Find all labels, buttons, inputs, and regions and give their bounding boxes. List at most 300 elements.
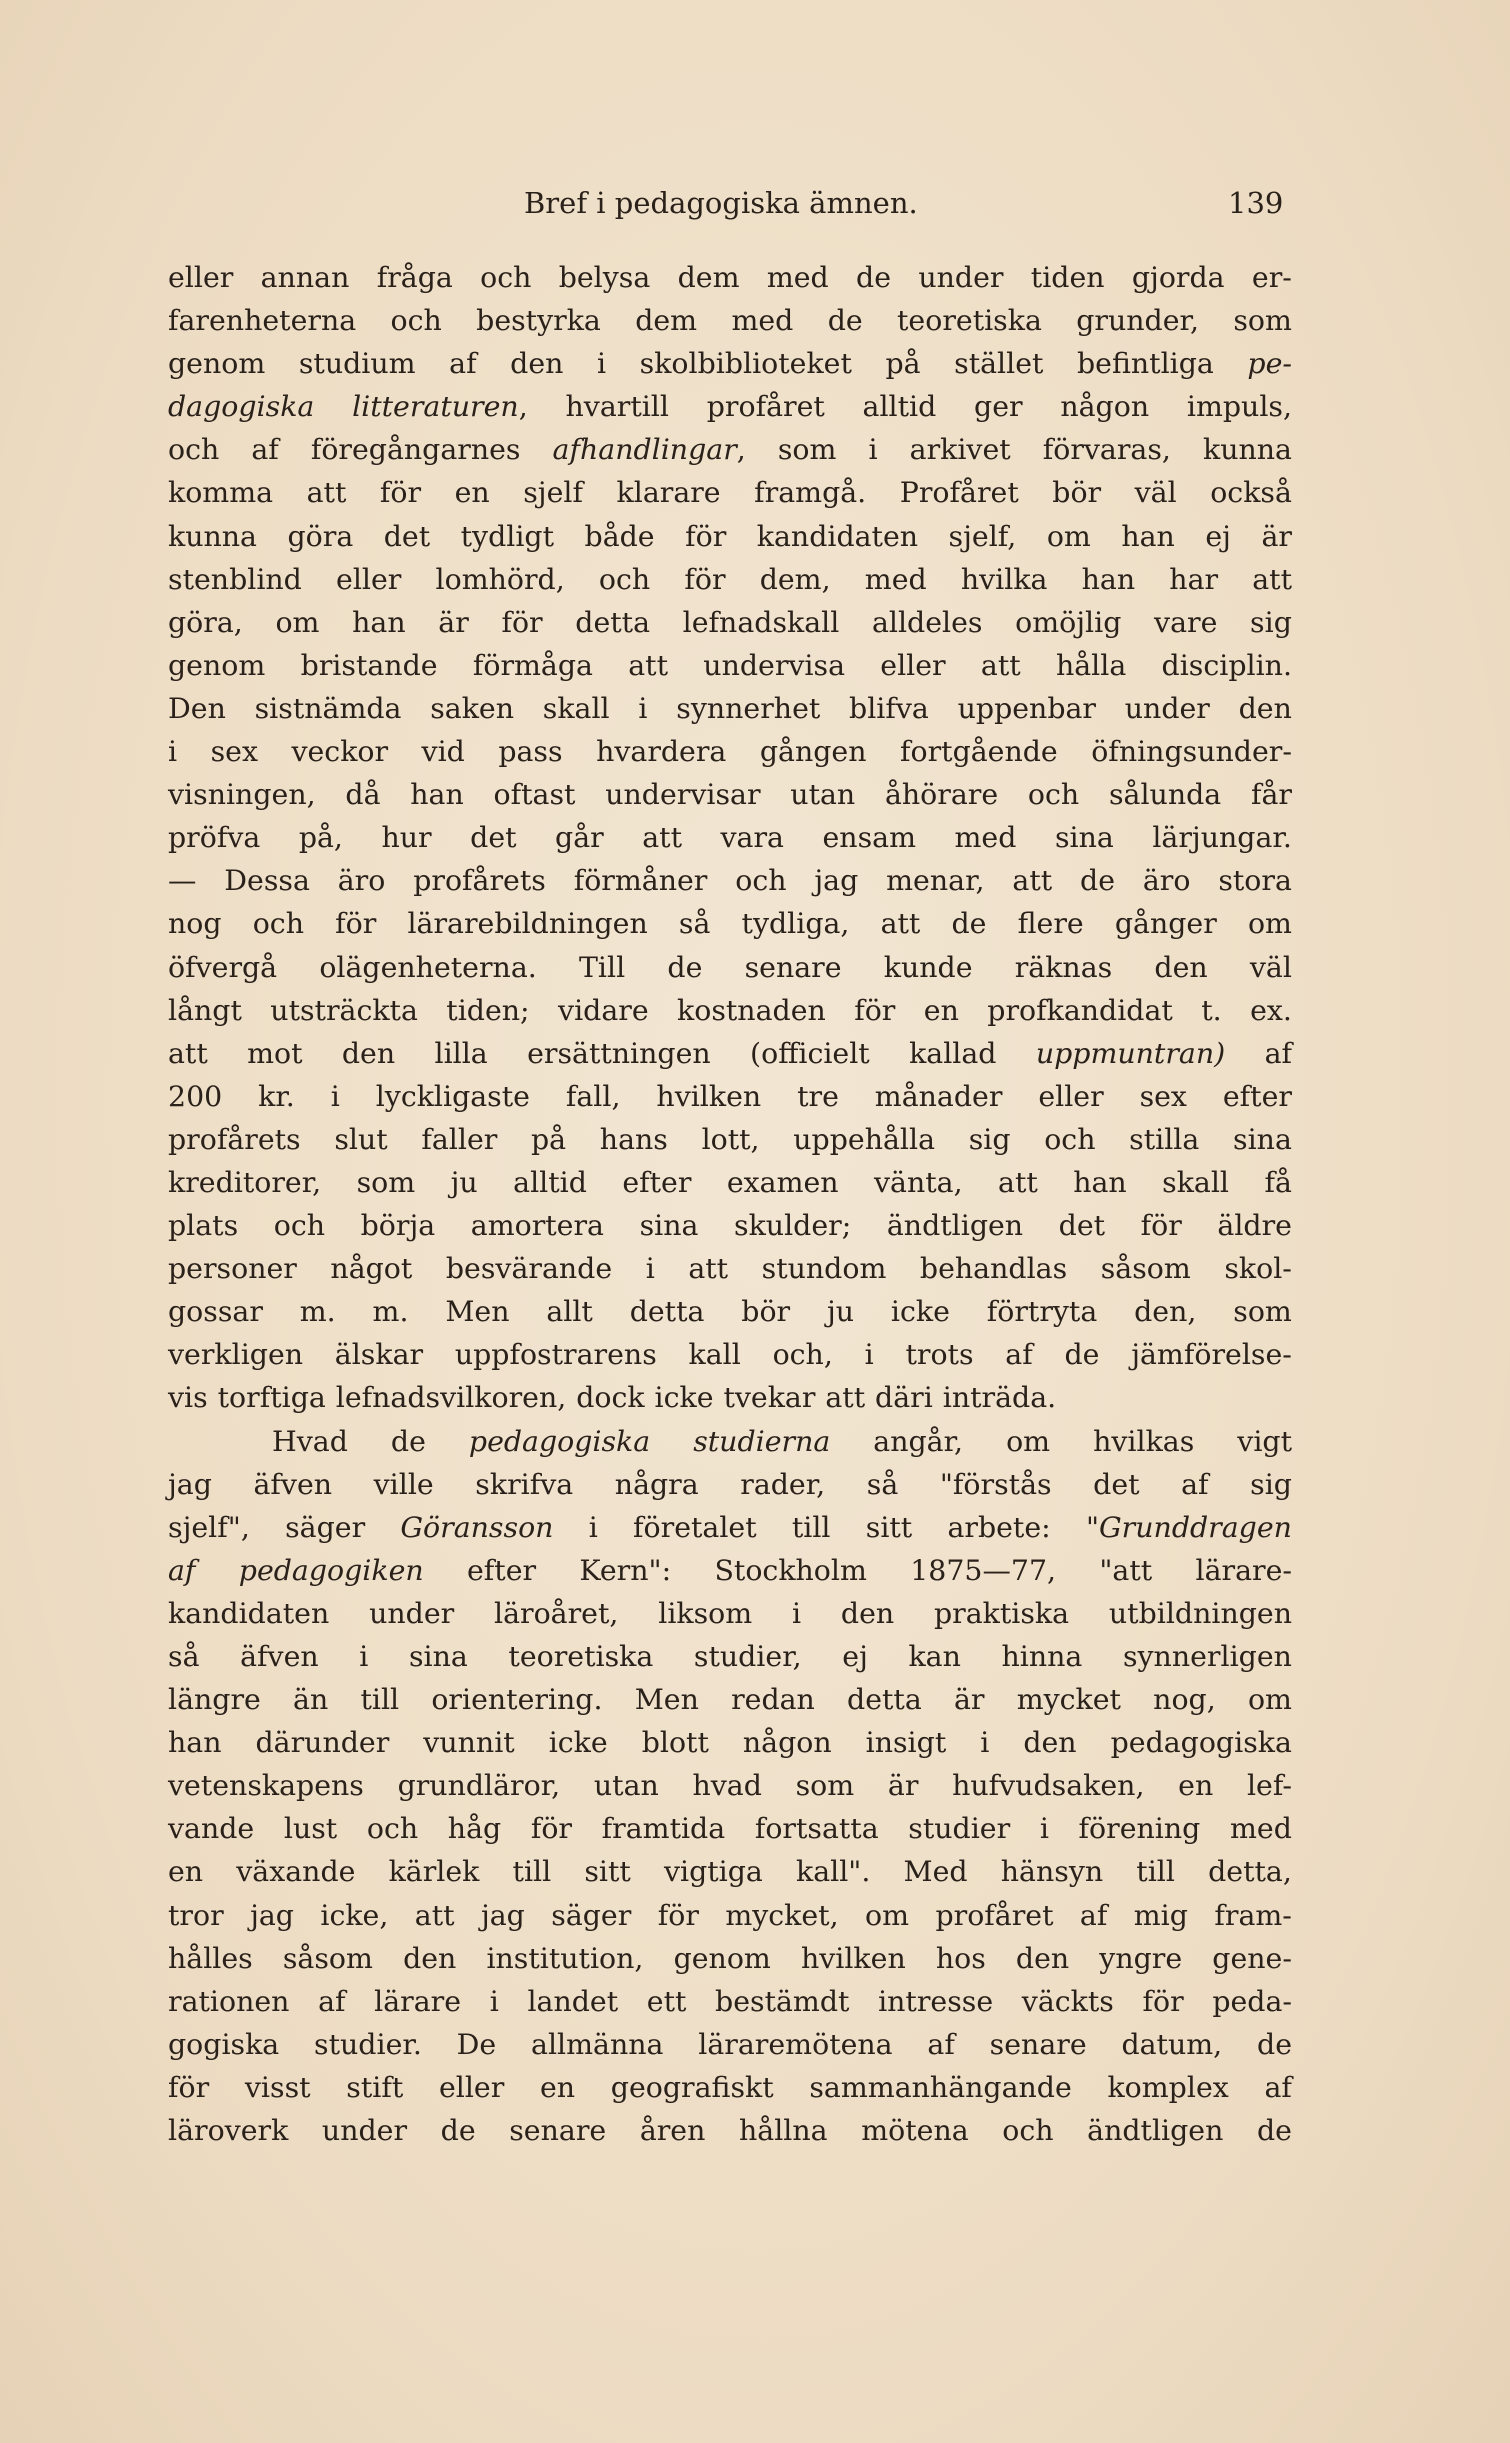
text: är (1261, 519, 1292, 553)
text-line (168, 1850, 1292, 1893)
word (391, 1420, 426, 1463)
word (638, 687, 647, 730)
text: peda- (1212, 1984, 1292, 2018)
text: till (791, 1510, 831, 1544)
word (597, 342, 606, 385)
word (579, 1549, 671, 1592)
text: hinna (1001, 1640, 1083, 1673)
word (904, 1850, 968, 1893)
text: det (1058, 1209, 1106, 1243)
text: tydliga, (741, 907, 850, 941)
word (398, 1764, 561, 1807)
text: jämförelse- (1131, 1338, 1292, 1372)
word (253, 1463, 332, 1506)
word (856, 256, 891, 299)
word (1154, 601, 1217, 644)
word (611, 2066, 774, 2109)
text: saken (430, 691, 515, 725)
word (531, 2023, 663, 2066)
text: ersättningen (527, 1036, 711, 1070)
word (1059, 1204, 1105, 1247)
word (1205, 515, 1231, 558)
word (255, 687, 402, 730)
word (558, 989, 649, 1032)
text: säger (285, 1510, 366, 1544)
text: sistnämda (254, 691, 402, 725)
word (247, 1032, 302, 1075)
text: arkivet (909, 433, 1011, 467)
text: något (330, 1252, 413, 1286)
text: en (454, 476, 490, 510)
word (531, 1807, 572, 1850)
text: Profåret (899, 476, 1019, 510)
text: de (1256, 2114, 1292, 2148)
word (1087, 2109, 1223, 2152)
word (828, 299, 863, 342)
text: utsträckta (270, 993, 418, 1027)
text: räknas (1014, 950, 1113, 984)
text: sina (1054, 821, 1114, 855)
word (270, 989, 418, 1032)
text: i (638, 691, 648, 725)
word (168, 515, 257, 558)
word (391, 299, 442, 342)
text: om (1247, 907, 1292, 941)
word (757, 515, 918, 558)
word (575, 601, 650, 644)
word (1036, 1032, 1225, 1075)
word (457, 2023, 497, 2066)
word (299, 342, 416, 385)
word (494, 773, 576, 816)
word (1076, 299, 1199, 342)
word (381, 816, 431, 859)
word (1080, 1894, 1107, 1937)
word (793, 1118, 935, 1161)
text: kall". (796, 1855, 871, 1889)
text: de (1064, 1338, 1100, 1372)
text: i (1039, 1812, 1049, 1846)
text: farenheterna (168, 304, 357, 338)
word (1212, 1980, 1292, 2023)
word (596, 730, 726, 773)
word (409, 1635, 468, 1678)
text: profåret (706, 390, 825, 424)
text: praktiska (933, 1596, 1070, 1630)
text: väl (1249, 950, 1292, 984)
text: mot (247, 1036, 303, 1070)
text: gene- (1212, 1941, 1292, 1975)
word (640, 342, 852, 385)
word (168, 687, 226, 730)
word (250, 1894, 294, 1937)
word (920, 1247, 1067, 1290)
text: sjelf", (168, 1510, 250, 1544)
word (869, 428, 878, 471)
text: fråga (376, 261, 453, 294)
word (1140, 1075, 1187, 1118)
word (448, 1807, 501, 1850)
text: blifva (849, 691, 929, 725)
word (1265, 1032, 1292, 1075)
text-line (168, 1980, 1292, 2023)
text: en (540, 2070, 576, 2104)
text: ensam (822, 821, 916, 855)
text: att (306, 476, 347, 510)
text: personer (168, 1252, 297, 1286)
word (679, 902, 711, 945)
text: grundläror, (397, 1769, 561, 1803)
text-line (168, 1764, 1292, 1807)
text: med (766, 261, 829, 294)
word (655, 1376, 714, 1419)
text: gossar (168, 1295, 263, 1329)
text: att (1252, 562, 1292, 596)
word (589, 1506, 598, 1549)
text: därunder (255, 1726, 390, 1760)
text: utan (790, 778, 856, 812)
text: lomhörd, (435, 562, 565, 596)
word (740, 1463, 825, 1506)
text: att (628, 648, 668, 682)
text: för (379, 476, 422, 510)
text-line (168, 471, 1292, 514)
text: "att (1099, 1553, 1153, 1587)
word (168, 1376, 208, 1419)
text: för (335, 907, 377, 941)
word (168, 989, 242, 1032)
text: i (588, 1510, 598, 1544)
text-line (168, 946, 1292, 989)
text: detta (575, 605, 651, 639)
text: och (1044, 1122, 1096, 1156)
word (1131, 1333, 1292, 1376)
text: han (168, 1726, 222, 1760)
word (338, 859, 386, 902)
word (1169, 558, 1218, 601)
word (656, 1075, 761, 1118)
word (935, 1894, 1053, 1937)
word (841, 1592, 894, 1635)
word (513, 1850, 552, 1893)
text: af (1264, 2070, 1292, 2104)
word (743, 1721, 832, 1764)
text: klarare (616, 476, 721, 510)
text: hvilkas (1093, 1424, 1195, 1458)
word (880, 644, 945, 687)
text: den (840, 1596, 895, 1630)
text: äldre (1217, 1209, 1292, 1243)
text: som (1233, 1295, 1292, 1329)
word (224, 859, 310, 902)
word (725, 1894, 838, 1937)
text-line (168, 859, 1292, 902)
text: jag (480, 1898, 525, 1932)
word (168, 1118, 301, 1161)
text: förvaras, (1042, 433, 1171, 467)
word (958, 687, 1096, 730)
text: mötena (861, 2114, 969, 2148)
text: senare (509, 2114, 607, 2148)
word (908, 1635, 960, 1678)
word (1001, 1635, 1082, 1678)
text: sjelf (523, 476, 583, 510)
word (168, 256, 233, 299)
text: Men (445, 1295, 510, 1329)
word (380, 471, 421, 514)
word (884, 946, 973, 989)
word (584, 1850, 630, 1893)
text: i (489, 1984, 499, 2018)
word (546, 1290, 593, 1333)
text: hvardera (596, 735, 727, 769)
text: till (360, 1683, 400, 1717)
word (384, 515, 430, 558)
word (762, 1247, 887, 1290)
word (698, 2023, 892, 2066)
italic-text: af (168, 1553, 196, 1587)
text: för (1140, 1209, 1182, 1243)
word (1230, 1807, 1292, 1850)
text: kallad (909, 1036, 997, 1070)
word (667, 946, 702, 989)
word (936, 1937, 986, 1980)
text: stundom (761, 1252, 887, 1286)
text: geografiskt (610, 2070, 774, 2104)
word (1015, 601, 1121, 644)
word (1203, 428, 1292, 471)
text: väl (1134, 476, 1177, 510)
word (510, 342, 563, 385)
text: sina (639, 1209, 699, 1243)
word (910, 1549, 1056, 1592)
word (314, 2023, 422, 2066)
text: som (777, 433, 837, 467)
text: sitt (584, 1855, 631, 1889)
italic-text: pe- (1247, 347, 1292, 381)
word (1134, 1894, 1188, 1937)
text: hållna (739, 2114, 828, 2148)
word (854, 989, 895, 1032)
text: lott, (701, 1122, 760, 1156)
word (236, 1850, 355, 1893)
text: sina (1233, 1122, 1292, 1156)
text: uppenbar (957, 691, 1096, 725)
body-text (168, 256, 1292, 2152)
text: Dessa (224, 864, 310, 898)
word (745, 946, 842, 989)
word (1093, 1420, 1194, 1463)
text: komplex (1107, 2070, 1229, 2104)
word (1082, 558, 1136, 601)
text: landet (527, 1984, 619, 2018)
word (359, 1635, 368, 1678)
text: senare (744, 950, 842, 984)
text: gånger (1114, 907, 1217, 941)
text: och (273, 1209, 326, 1243)
word (1223, 1075, 1292, 1118)
text: för (501, 605, 543, 639)
text: profkandidat (987, 993, 1173, 1027)
word (1224, 1247, 1292, 1290)
word (934, 1592, 1069, 1635)
word (513, 1161, 587, 1204)
word (1264, 1161, 1291, 1204)
word (727, 1161, 839, 1204)
word (245, 2066, 311, 2109)
text: rader, (740, 1467, 826, 1501)
word (168, 1721, 222, 1764)
word (168, 2066, 209, 2109)
text: att (980, 648, 1021, 682)
word (501, 601, 542, 644)
word (284, 1807, 337, 1850)
text: intresse (878, 1984, 994, 2018)
text: lärare- (1195, 1553, 1292, 1587)
word (954, 1678, 985, 1721)
text: mycket (1016, 1683, 1121, 1717)
text: tror (168, 1898, 224, 1932)
text: Hvad (272, 1424, 348, 1458)
text: månader (874, 1079, 1003, 1113)
text: rationen (168, 1984, 290, 2018)
text: jag (814, 864, 859, 898)
word (407, 902, 647, 945)
word (168, 1937, 253, 1980)
text: hvilken (656, 1079, 762, 1113)
text: sig (968, 1122, 1011, 1156)
word (897, 299, 1042, 342)
word (954, 342, 1043, 385)
text: hålla (1055, 648, 1127, 682)
text: vunnit (423, 1726, 515, 1760)
word (211, 730, 258, 773)
word (1136, 1850, 1175, 1893)
text: skulder; (734, 1209, 852, 1243)
text: er- (1251, 261, 1292, 294)
text: förmåner (573, 864, 708, 898)
word (1217, 1204, 1292, 1247)
word (422, 730, 465, 773)
word (790, 773, 855, 816)
word (755, 1807, 879, 1850)
word (168, 1980, 289, 2023)
word (1018, 902, 1084, 945)
text: bestyrka (476, 304, 601, 338)
text: det (383, 519, 431, 553)
word (646, 1247, 655, 1290)
text: af (927, 2027, 955, 2061)
word (1143, 859, 1191, 902)
italic-text: pedagogiken (238, 1553, 424, 1587)
word (949, 515, 1017, 558)
word (1162, 644, 1292, 687)
word (307, 471, 347, 514)
text: eller (1038, 1079, 1104, 1113)
text: vara (720, 821, 784, 855)
text: den (510, 347, 564, 381)
text: efter (622, 1165, 692, 1199)
text: profårets (413, 864, 546, 898)
text: kr. (258, 1079, 295, 1113)
word (540, 2066, 575, 2109)
word (677, 989, 826, 1032)
text: Med (903, 1855, 968, 1889)
text: Kern": (579, 1553, 672, 1587)
text: sålunda (1108, 778, 1222, 812)
word (168, 1678, 261, 1721)
word (741, 1290, 790, 1333)
text: tre (797, 1079, 839, 1113)
text: förtryta (986, 1295, 1098, 1329)
word (1093, 1463, 1139, 1506)
text: dem (677, 261, 740, 294)
text: af (1181, 1467, 1209, 1501)
text: med (1230, 1812, 1292, 1846)
text: kan (908, 1640, 961, 1673)
word (1073, 1161, 1127, 1204)
text: för (854, 993, 896, 1027)
word (1196, 1549, 1292, 1592)
text: hvartill (565, 390, 669, 424)
word (990, 2023, 1087, 2066)
running-title: Bref i pedagogiska ämnen. (524, 186, 918, 220)
text: examen (726, 1165, 839, 1199)
word (318, 1980, 345, 2023)
text: längre (168, 1683, 261, 1717)
word (470, 816, 516, 859)
word (272, 1420, 348, 1463)
word (630, 1290, 705, 1333)
word (168, 428, 219, 471)
word (275, 601, 319, 644)
word (1248, 1678, 1292, 1721)
text: mycket, (725, 1898, 839, 1932)
word (594, 1764, 659, 1807)
text: få (1264, 1165, 1292, 1199)
word (361, 1204, 436, 1247)
word (1111, 1721, 1292, 1764)
text: och (1027, 778, 1080, 812)
word (168, 1247, 297, 1290)
text-line (168, 1161, 1292, 1204)
text: studier. (314, 2027, 422, 2061)
word (927, 2023, 954, 2066)
text-line (168, 2066, 1292, 2109)
text: icke, (320, 1898, 389, 1932)
italic-text: dagogiska (168, 390, 315, 424)
text: kunna (168, 519, 257, 553)
italic-text: pedagogiska (468, 1424, 651, 1458)
text: för (685, 519, 727, 553)
text: behandlas (919, 1252, 1068, 1286)
word (910, 428, 1011, 471)
text: verkligen (168, 1338, 304, 1372)
word (498, 730, 562, 773)
text: han (1081, 562, 1136, 596)
word (1214, 1894, 1292, 1937)
text-line (168, 1290, 1292, 1333)
text: kärlek (388, 1855, 480, 1889)
text: äro (337, 864, 386, 898)
word (605, 773, 760, 816)
text: stenblind (168, 562, 302, 596)
text: nog (168, 907, 222, 941)
text: studium (298, 347, 416, 381)
text: sitt (865, 1510, 913, 1544)
text: af (1264, 1036, 1292, 1070)
word (905, 1333, 973, 1376)
